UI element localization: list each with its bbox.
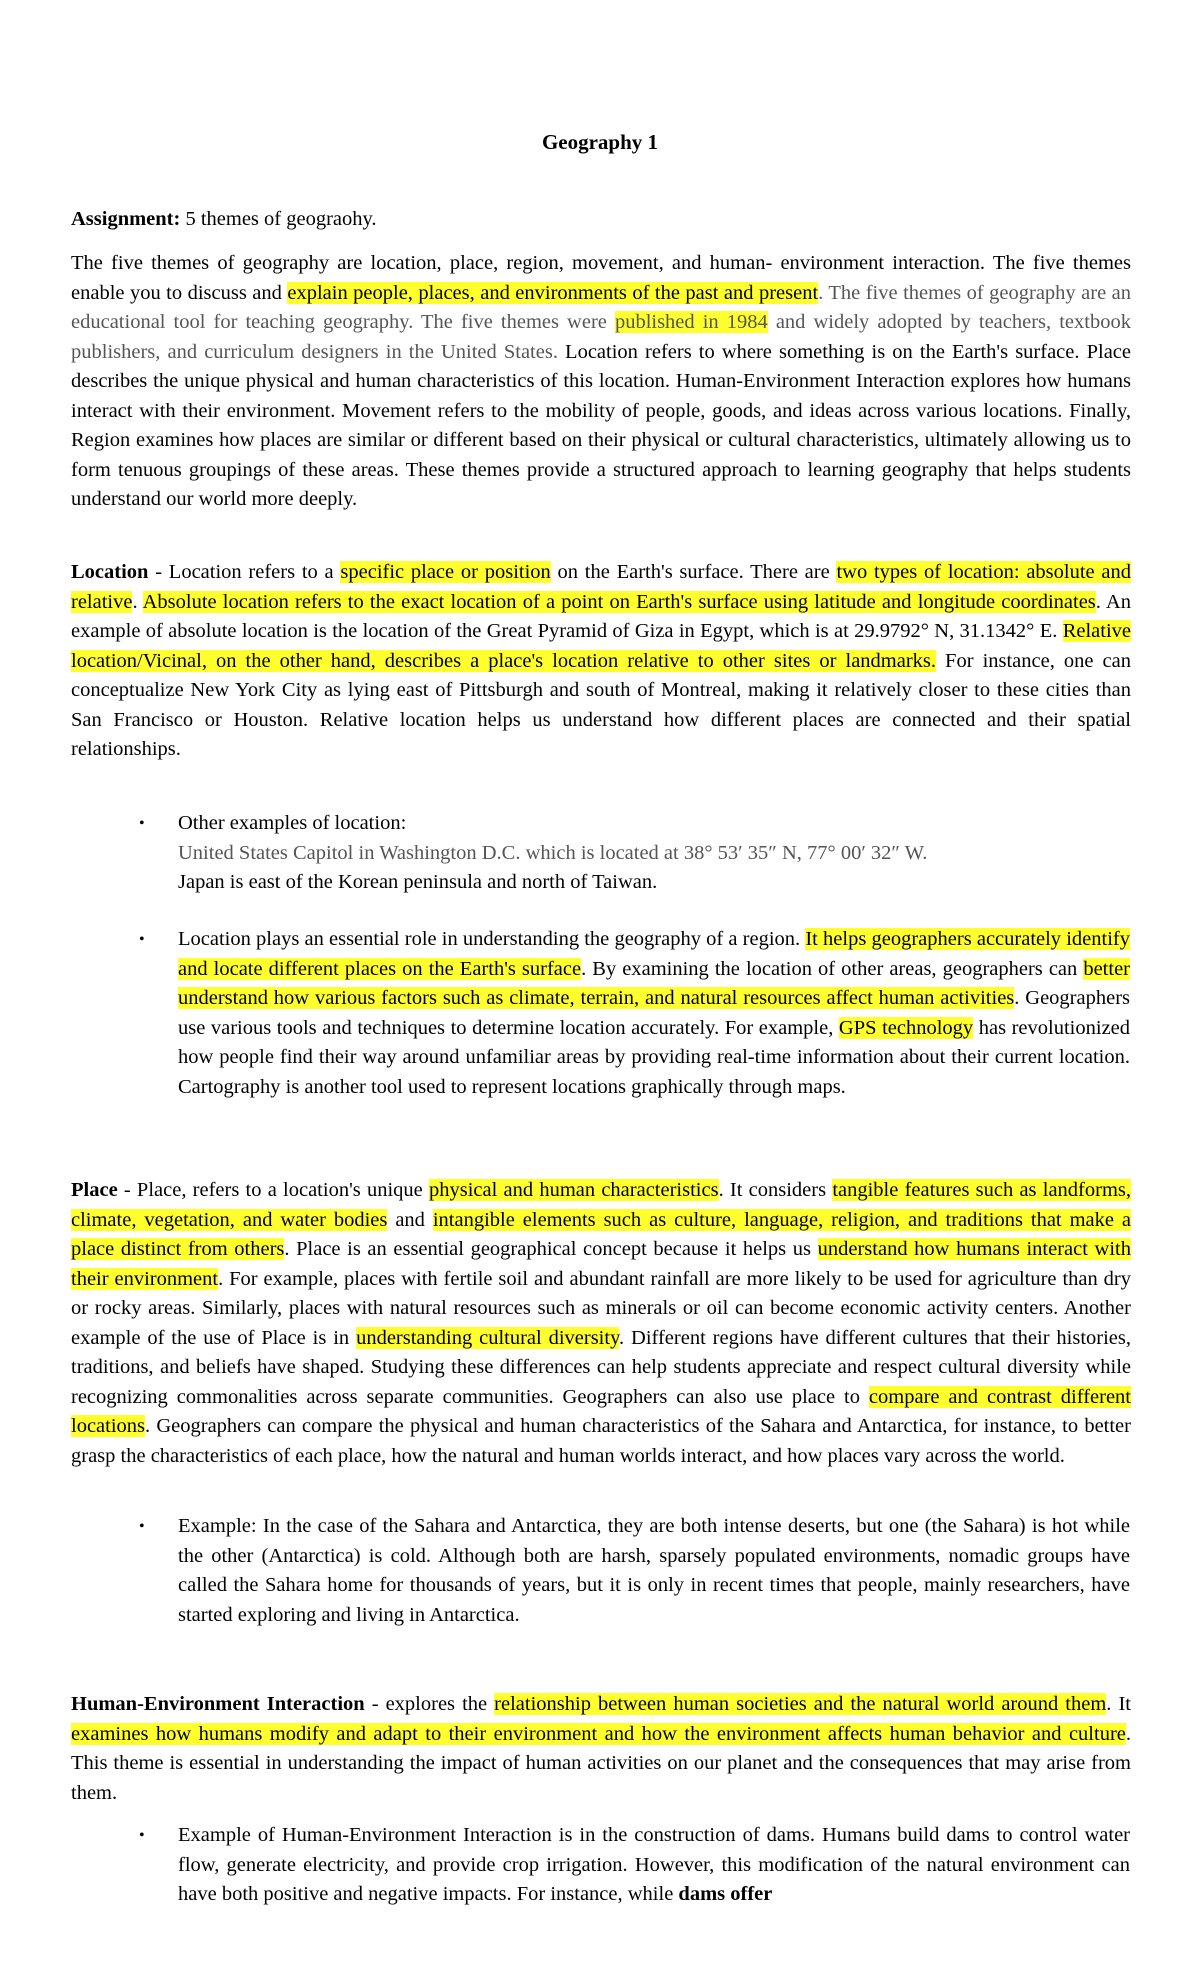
intro-gray-text: . The five themes of geography are an educational tool for teaching geography. The five themes were	[71, 281, 1131, 333]
place-text: . Place is an essential geographical concept because it helps us	[284, 1238, 818, 1260]
place-text: - Place, refers to a location's unique	[117, 1179, 429, 1201]
assignment-label: Assignment:	[71, 208, 181, 230]
highlight: better understand how various factors such as climate, terrain, and natural resources affect human activities	[178, 957, 1130, 1009]
hei-heading: Human-Environment Interaction	[71, 1693, 365, 1715]
assignment-text: 5 themes of geograohy.	[180, 208, 377, 230]
highlight: GPS technology	[838, 1016, 974, 1039]
location-text: on the Earth's surface. There are	[550, 561, 837, 583]
location-text: .	[132, 590, 143, 613]
place-text: . For example, places with fertile soil and abundant rainfall are more likely to be used for agriculture than dry or rocky areas. Similarly, places with natural resources such as minerals or oil can become economic activity centers. Another example of the use of Place is in	[71, 1267, 1131, 1349]
highlight: understanding cultural diversity	[356, 1326, 619, 1349]
intro-gray-text: and widely adopted by teachers, textbook publishers, and curriculum designers in the United States.	[71, 311, 1131, 363]
location-text: For instance, one can conceptualize New York City as lying east of Pittsburgh and south of Montreal, making it relatively closer to these cities than San Francisco or Houston. Relative location helps us understand how different places are connected and their spatial relationships.	[71, 649, 1131, 760]
list-text: has revolutionized how people find their way around unfamiliar areas by providing real-time information about their current location. Cartography is another tool used to represent locations graphically through maps.	[178, 1016, 1131, 1098]
list-text: Example of Human-Environment Interaction is in the construction of dams. Humans build dams to control water flow, generate electricity, and provide crop irrigation. However, this modification of the natural environment can have both positive and negative impacts. For instance, while	[178, 1824, 1130, 1905]
hei-text: . It	[1106, 1693, 1131, 1715]
highlight: compare and contrast different locations	[71, 1385, 1131, 1437]
list-text: Location plays an essential role in understanding the geography of a region.	[178, 928, 806, 950]
highlight: specific place or position	[340, 561, 551, 583]
highlight: physical and human characteristics	[428, 1179, 719, 1201]
bullet-icon: •	[139, 1518, 145, 1535]
highlight: examines how humans modify and adapt to their environment and how the environment affects human behavior and culture	[71, 1722, 1126, 1745]
highlight: Absolute location refers to the exact location of a point on Earth's surface using latitude and longitude coordinates	[142, 590, 1096, 613]
page-title: Geography 1	[541, 130, 659, 154]
bullet-icon: •	[139, 931, 145, 948]
list-item: United States Capitol in Washington D.C. which is located at 38° 53′ 35″ N, 77° 00′ 32″ W.	[178, 841, 928, 864]
intro-text: The five themes of geography are location, place, region, movement, and human- environment interaction. The five themes enable you to discuss and	[71, 252, 1131, 304]
location-examples-bullet	[178, 809, 1130, 898]
list-item: Other examples of location:	[178, 812, 407, 834]
bullet-icon: •	[139, 815, 145, 832]
place-heading: Place	[71, 1179, 118, 1201]
place-text: . Different regions have different cultures that their histories, traditions, and beliefs have shaped. Studying these differences can help students appreciate and respect cultural diversity while recognizing commonalities across separate communities. Geographers can also use place to	[71, 1326, 1131, 1408]
highlight: Relative location/Vicinal, on the other hand, describes a place's location relative to other sites or landmarks.	[71, 620, 1131, 672]
location-text: . An example of absolute location is the location of the Great Pyramid of Giza in Egypt, which is at 29.9792° N, 31.1342° E.	[71, 590, 1131, 642]
hei-paragraph	[71, 1690, 1131, 1808]
highlight: published in 1984	[614, 311, 768, 333]
list-text: . By examining the location of other areas, geographers can	[581, 957, 1084, 980]
place-text: and	[387, 1208, 433, 1231]
highlight: two types of location: absolute and relative	[71, 561, 1131, 613]
assignment-line	[71, 205, 1131, 235]
list-item: Japan is east of the Korean peninsula and north of Taiwan.	[178, 871, 658, 893]
place-text: . Geographers can compare the physical and human characteristics of the Sahara and Antarctica, for instance, to better grasp the characteristics of each place, how the natural and human worlds interact, and how places vary across the world.	[71, 1415, 1131, 1467]
location-text: - Location refers to a	[148, 561, 341, 583]
highlight: It helps geographers accurately identify and locate different places on the Earth's surface	[178, 928, 1130, 980]
highlight: tangible features such as landforms, climate, vegetation, and water bodies	[71, 1179, 1131, 1231]
hei-text: . This theme is essential in understanding the impact of human activities on our planet and the consequences that may arise from them.	[71, 1722, 1131, 1804]
list-text: . Geographers use various tools and techniques to determine location accurately. For example,	[178, 987, 1130, 1039]
place-paragraph	[71, 1176, 1131, 1471]
bullet-icon: •	[139, 1827, 145, 1844]
highlight: relationship between human societies and the natural world around them	[494, 1693, 1107, 1715]
location-role-bullet	[178, 925, 1130, 1102]
place-text: . It considers	[718, 1179, 833, 1201]
hei-example-bullet	[178, 1821, 1130, 1910]
highlight: understand how humans interact with their environment	[71, 1238, 1131, 1290]
location-paragraph	[71, 558, 1131, 765]
hei-text: - explores the	[364, 1693, 495, 1715]
intro-paragraph	[71, 249, 1131, 515]
intro-text: Location refers to where something is on the Earth's surface. Place describes the unique physical and human characteristics of this location. Human-Environment Interaction explores how humans interact with their environment. Movement refers to the mobility of people, goods, and ideas across various locations. Finally, Region examines how places are similar or different based on their physical or cultural characteristics, ultimately allowing us to form tenuous groupings of these areas. These themes provide a structured approach to learning geography that helps students understand our world more deeply.	[71, 340, 1131, 510]
location-heading: Location	[71, 561, 149, 583]
bold-text: dams offer	[678, 1883, 773, 1905]
place-example-bullet: Example: In the case of the Sahara and Antarctica, they are both intense deserts, but one (the Sahara) is hot while the other (Antarctica) is cold. Although both are harsh, sparsely populated environments, nomadic groups have called the Sahara home for thousands of years, but it is only in recent times that people, mainly researchers, have started exploring and living in Antarctica.	[178, 1515, 1130, 1626]
highlight: explain people, places, and environments of the past and present	[287, 281, 819, 304]
highlight: intangible elements such as culture, language, religion, and traditions that make a place distinct from others	[71, 1208, 1131, 1260]
